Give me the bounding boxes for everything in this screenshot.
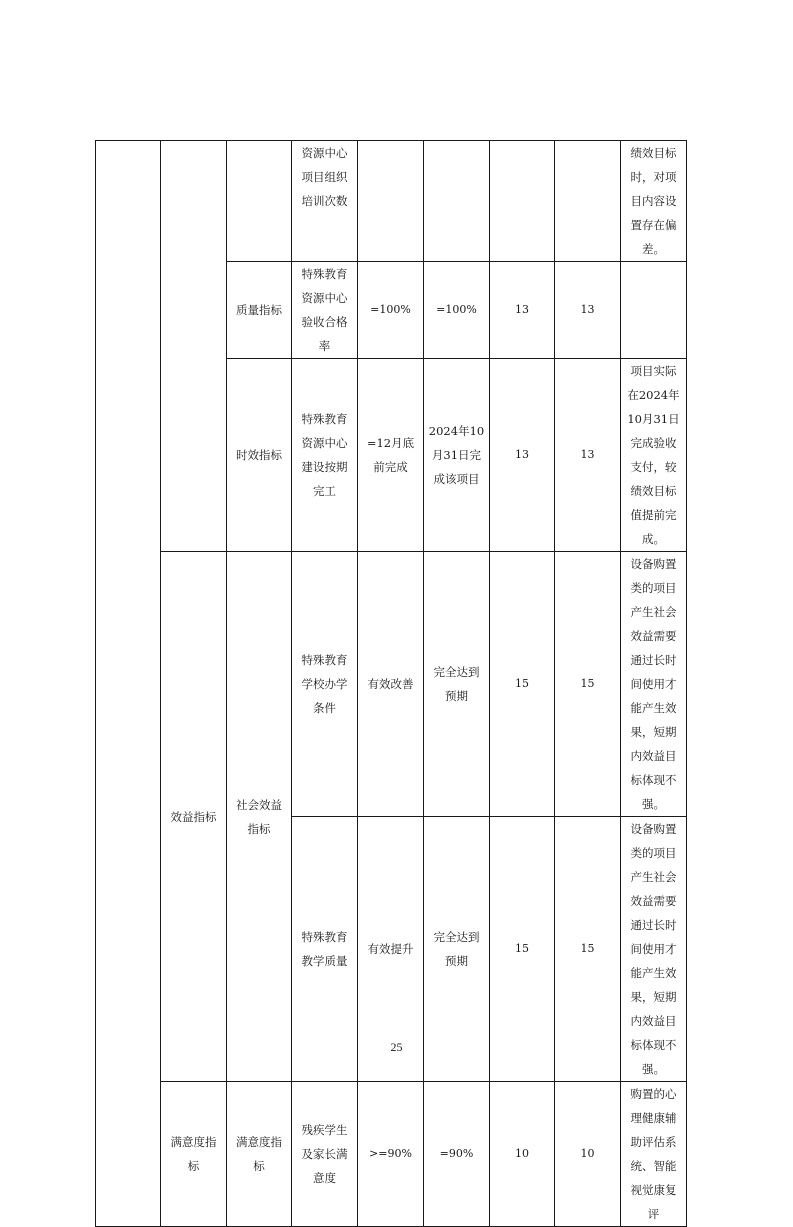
page-number: 25	[390, 1040, 403, 1054]
score-cell: 15	[555, 817, 621, 1082]
score-cell: 13	[555, 262, 621, 359]
weight-cell: 13	[490, 262, 555, 359]
target-cell: 有效提升	[358, 817, 424, 1082]
weight-cell: 13	[490, 359, 555, 552]
target-cell: 有效改善	[358, 552, 424, 817]
level3-cell: 社会效益指标	[227, 552, 292, 1082]
weight-cell: 10	[490, 1082, 555, 1227]
level2-cell: 满意度指标	[161, 1082, 227, 1227]
actual-cell: =100%	[424, 262, 490, 359]
target-cell: =12月底前完成	[358, 359, 424, 552]
remark-cell: 设备购置类的项目产生社会效益需要通过长时间使用才能产生效果，短期内效益目标体现不强。	[621, 817, 687, 1082]
score-cell: 13	[555, 359, 621, 552]
weight-cell	[490, 141, 555, 262]
table-row	[96, 1082, 687, 1227]
weight-cell: 15	[490, 817, 555, 1082]
target-cell: >=90%	[358, 1082, 424, 1227]
score-cell: 10	[555, 1082, 621, 1227]
level2-cell	[161, 141, 227, 552]
performance-table	[95, 140, 687, 1227]
weight-cell: 15	[490, 552, 555, 817]
indicator-cell: 特殊教育教学质量	[292, 817, 358, 1082]
remark-cell: 项目实际在2024年10月31日完成验收支付，较绩效目标值提前完成。	[621, 359, 687, 552]
actual-cell: 完全达到预期	[424, 552, 490, 817]
level3-cell: 质量指标	[227, 262, 292, 359]
actual-cell: =90%	[424, 1082, 490, 1227]
remark-cell: 购置的心理健康辅助评估系统、智能视觉康复评	[621, 1082, 687, 1227]
level2-cell: 效益指标	[161, 552, 227, 1082]
score-cell: 15	[555, 552, 621, 817]
actual-cell	[424, 141, 490, 262]
level3-cell: 满意度指标	[227, 1082, 292, 1227]
indicator-cell: 特殊教育资源中心建设按期完工	[292, 359, 358, 552]
level3-cell	[227, 141, 292, 262]
table-row	[96, 141, 687, 262]
score-cell	[555, 141, 621, 262]
indicator-cell: 特殊教育资源中心验收合格率	[292, 262, 358, 359]
indicator-cell: 残疾学生及家长满意度	[292, 1082, 358, 1227]
actual-cell: 2024年10月31日完成该项目	[424, 359, 490, 552]
indicator-cell: 资源中心项目组织培训次数	[292, 141, 358, 262]
actual-cell: 完全达到预期	[424, 817, 490, 1082]
level3-cell: 时效指标	[227, 359, 292, 552]
level1-cell	[96, 141, 161, 1227]
target-cell: =100%	[358, 262, 424, 359]
remark-cell: 设备购置类的项目产生社会效益需要通过长时间使用才能产生效果，短期内效益目标体现不强。	[621, 552, 687, 817]
indicator-cell: 特殊教育学校办学条件	[292, 552, 358, 817]
remark-cell	[621, 262, 687, 359]
target-cell	[358, 141, 424, 262]
table-row	[96, 552, 687, 817]
remark-cell: 绩效目标时，对项目内容设置存在偏差。	[621, 141, 687, 262]
